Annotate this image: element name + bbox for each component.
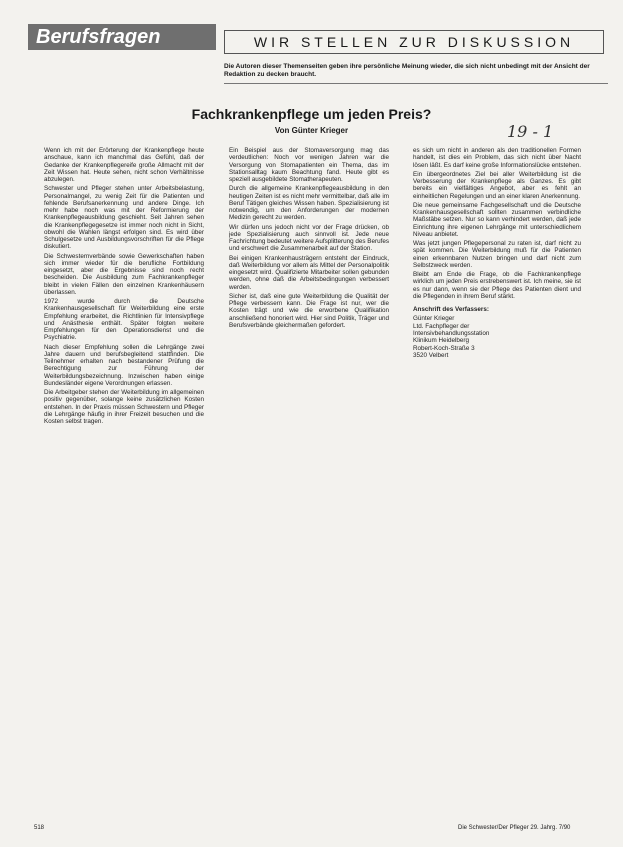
text-column-2 [229,147,389,817]
section-banner: Berufsfragen [28,24,216,50]
paragraph: Bei einigen Krankenhausträgern entsteht der Eindruck, daß Weiterbildung vor allem als Mittel der Personalpolitik eingesetzt wird. Qualifizierte Mitarbeiter sollen gebunden werden, ohne daß die Arbeitsbedingungen verbessert werden. [229,254,389,291]
handwritten-annotation: 19 - 1 [507,122,554,141]
header-divider [224,83,608,84]
address-line: Intensivbehandlungsstation [413,330,490,338]
paragraph: Was jetzt jungen Pflegepersonal zu raten ist, darf nicht zu spät kommen. Die Weiterbildung muß für die Patienten einen erkennbaren Nutzen bringen und darf nicht zum Selbstzweck werden. [413,240,581,269]
article-byline: Von Günter Krieger [274,126,349,135]
discussion-heading: WIR STELLEN ZUR DISKUSSION [224,30,604,54]
paragraph: Sicher ist, daß eine gute Weiterbildung die Qualität der Pflege verbessern kann. Die Frage ist nur, wer die Kosten trägt und wie die erworbene Qualifikation anschließend honoriert wird. Hier sind Politik, Träger und Berufsverbände gleichermaßen gefordert. [229,292,389,329]
address-line: Klinikum Heidelberg [413,337,469,345]
paragraph: Durch die allgemeine Krankenpflegeausbildung in den heutigen Zeiten ist es nicht mehr vermittelbar, daß alle im Beruf Tätigen gleiches Wissen haben. Spezialisierung ist notwendig, um den Anforderungen der modernen Medizin gerecht zu werden. [229,185,389,222]
paragraph: Ein Beispiel aus der Stomaversorgung mag das verdeutlichen: Noch vor wenigen Jahren war die Versorgung von Stomapatienten ein Thema, das im Stationsalltag kaum Beachtung fand. Heute gibt es speziell ausgebildete Stomatherapeuten. [229,147,389,183]
address-line: Günter Krieger [413,315,455,323]
paragraph: Die Arbeitgeber stehen der Weiterbildung im allgemeinen positiv gegenüber, solange keine zusätzlichen Kosten entstehen. In der Praxis müssen Schwestern und Pfleger die Lehrgänge häufig in ihrer Freizeit besuchen und die Kosten selbst tragen. [44,389,204,425]
text-column-1 [44,147,204,817]
paragraph: Nach dieser Empfehlung sollen die Lehrgänge zwei Jahre dauern und berufsbegleitend stattfinden. Die Teilnehmer erhalten nach bestandener Prüfung die Berechtigung zur Führung der Weiterbildungsbezeichnung. Inzwischen haben einige Bundesländer eigene Verordnungen erlassen. [44,343,204,387]
paragraph: Wir dürfen uns jedoch nicht vor der Frage drücken, ob jede Spezialisierung auch sinnvoll ist. Jede neue Fachrichtung bedeutet weitere Aufsplitterung des Berufes und erschwert die Zusammenarbeit auf der Station. [229,223,389,253]
paragraph: Wenn ich mit der Erörterung der Krankenpflege heute anschaue, kann ich manchmal das Gefühl, daß der Gedanke der Krankenpflegereife große Allmacht mit der Zeit Wissen hat. Heute sehen, nicht schon Verhältnisse abzulegen. [44,147,204,183]
paragraph: Die Schwesternverbände sowie Gewerkschaften haben sich immer wieder für die berufliche Fortbildung eingesetzt, aber die Ergebnisse sind noch recht bescheiden. Die Ausbildung zum Fachkrankenpfleger bleibt in vielen Fällen den einzelnen Krankenhäusern überlassen. [44,252,204,296]
paragraph: Schwester und Pfleger stehen unter Arbeitsbelastung, Personalmangel, zu wenig Zeit für die Patienten und fehlende Berufsanerkennung und andere Dinge. Ich mehr habe noch was mit der Reformierung der Krankenpflegeausbildung geschieht. Seit Jahren sehen die Krankenpflegegesetze ist immer noch nicht in Sicht, obwohl die Wahlen längst erfolgen sind. Es wird über Schulgesetze und Ausbildungsvorschriften für die Pflege diskutiert. [44,185,204,251]
article-title: Fachkrankenpflege um jeden Preis? [191,106,432,122]
journal-citation: Die Schwester/Der Pfleger 29. Jahrg. 7/90 [458,825,571,831]
paragraph: Die neue gemeinsame Fachgesellschaft und die Deutsche Krankenhausgesellschaft sollten zusammen verbindliche Maßstäbe setzen. Nur so kann verhindert werden, daß jede Einrichtung ihre eigenen Lehrgänge mit unterschiedlichem Niveau anbietet. [413,201,581,238]
author-address-heading: Anschrift des Verfassers: [413,306,489,313]
page-number: 518 [34,825,45,831]
text-column-3 [413,147,581,817]
paragraph: 1972 wurde durch die Deutsche Krankenhausgesellschaft für Weiterbildung eine erste Empfehlung erarbeitet, die Richtlinien für Intensivpflege und Anästhesie enthält. Später folgten weitere Empfehlungen für den Operationsdienst und die Psychiatrie. [44,298,204,342]
address-line: Ltd. Fachpfleger der [413,322,470,330]
address-line: Robert-Koch-Straße 3 [413,344,475,352]
address-line: 3520 Velbert [413,352,449,360]
paragraph: Bleibt am Ende die Frage, ob die Fachkrankenpflege wirklich um jeden Preis erstrebenswert ist. Ich meine, sie ist es nur dann, wenn sie der Pflege des Patienten dient und die Pflegenden in ihrem Beruf stärkt. [413,271,581,300]
paragraph: Ein übergeordnetes Ziel bei aller Weiterbildung ist die Verbesserung der Krankenpflege als Ganzes. Es gibt bereits ein vielfältiges Angebot, aber es fehlt an einheitlichen Regelungen und an einer klaren Anerkennung. [413,170,581,200]
paragraph: es sich um nicht in anderen als den traditionellen Formen handelt, ist dies ein Problem, das sich nicht über Nacht lösen läßt. Es darf keine große Informationslücke entstehen. [413,147,581,169]
editorial-note: Die Autoren dieser Themenseiten geben ihre persönliche Meinung wieder, die sich nicht unbedingt mit der Ansicht der Redaktion zu decken braucht. [224,63,590,78]
